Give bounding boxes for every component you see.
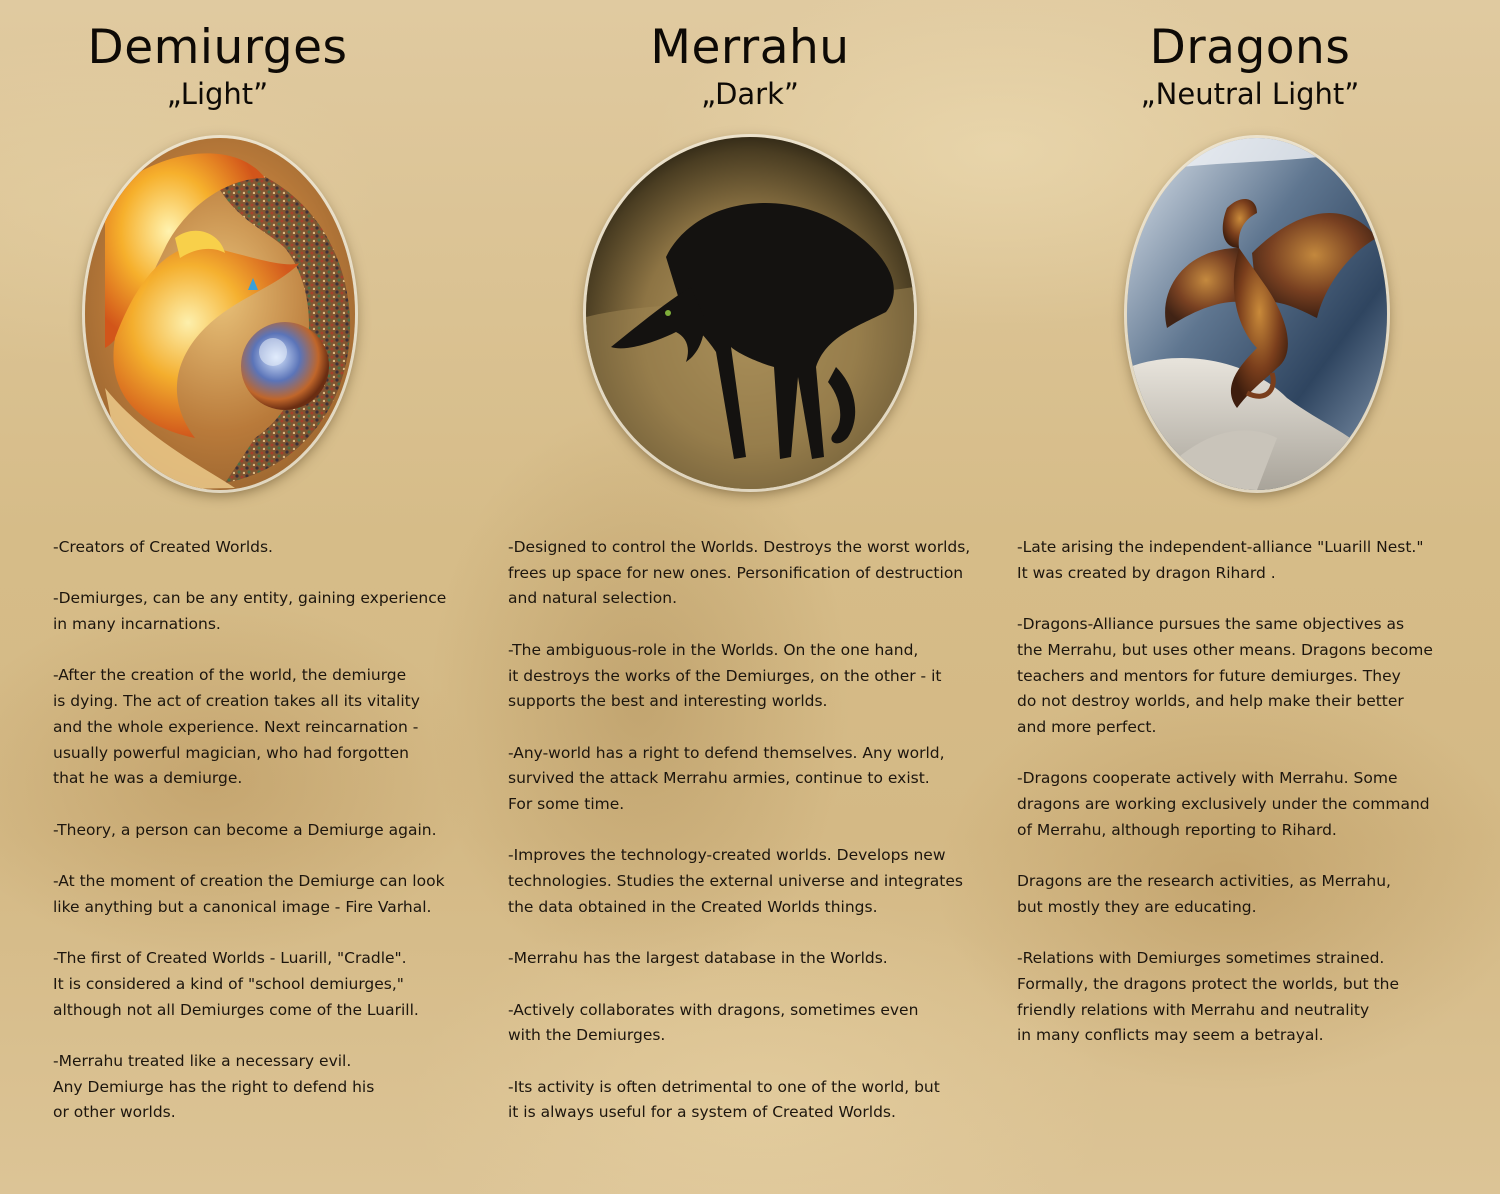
paragraph — [53, 535, 483, 561]
paragraph — [508, 1075, 998, 1126]
text-line: -Relations with Demiurges sometimes strained. — [1017, 949, 1385, 968]
text-line: and more perfect. — [1017, 717, 1157, 736]
text-line: -Actively collaborates with dragons, sometimes even — [508, 1000, 919, 1019]
text-line: For some time. — [508, 795, 625, 813]
text-line: that he was a demiurge. — [53, 769, 243, 788]
dragon-illustration — [1127, 138, 1387, 490]
merrahu-description — [508, 535, 998, 1152]
text-line: friendly relations with Merrahu and neutrality — [1017, 1000, 1370, 1019]
dragons-title: Dragons — [1149, 20, 1351, 75]
text-line: and natural selection. — [508, 589, 678, 608]
text-line: like anything but a canonical image - Fire Varhal. — [53, 897, 432, 916]
text-line: frees up space for new ones. Personification of destruction — [508, 563, 964, 582]
text-line: -Any-world has a right to defend themselves. Any world, — [508, 743, 945, 762]
text-line: and the whole experience. Next reincarnation - — [53, 717, 419, 736]
demiurges-subtitle: „Light” — [166, 77, 269, 111]
text-line: in many conflicts may seem a betrayal. — [1017, 1026, 1324, 1045]
text-line: but mostly they are educating. — [1017, 897, 1257, 916]
text-line: -Merrahu treated like a necessary evil. — [53, 1051, 352, 1070]
text-line: the data obtained in the Created Worlds things. — [508, 897, 878, 916]
demiurges-title: Demiurges — [87, 20, 348, 75]
text-line: -Theory, a person can become a Demiurge again. — [53, 820, 437, 839]
text-line: usually powerful magician, who had forgotten — [53, 743, 409, 762]
text-line: It was created by dragon Rihard . — [1017, 563, 1276, 582]
text-line: is dying. The act of creation takes all its vitality — [53, 692, 420, 711]
text-line: -Designed to control the Worlds. Destroys the worst worlds, — [508, 538, 971, 556]
paragraph — [53, 663, 483, 792]
text-line: do not destroy worlds, and help make their better — [1017, 692, 1404, 711]
text-line: it destroys the works of the Demiurges, on the other - it — [508, 666, 942, 685]
merrahu-title: Merrahu — [650, 20, 850, 75]
paragraph — [53, 818, 483, 844]
dragons-subtitle: „Neutral Light” — [1140, 77, 1360, 111]
text-line: technologies. Studies the external universe and integrates — [508, 872, 963, 891]
paragraph — [53, 869, 483, 920]
text-line: -Dragons cooperate actively with Merrahu. Some — [1017, 769, 1398, 788]
text-line: Formally, the dragons protect the worlds, but the — [1017, 974, 1399, 993]
text-line: although not all Demiurges come of the Luarill. — [53, 1000, 419, 1019]
phoenix-illustration — [85, 138, 355, 490]
paragraph — [1017, 946, 1497, 1049]
text-line: -Dragons-Alliance pursues the same objectives as — [1017, 615, 1405, 634]
paragraph — [508, 843, 998, 920]
text-line: It is considered a kind of "school demiurges," — [53, 974, 404, 993]
text-line: -Late arising the independent-alliance "Luarill Nest." — [1017, 538, 1424, 556]
text-line: -At the moment of creation the Demiurge can look — [53, 872, 445, 891]
text-line: -The ambiguous-role in the Worlds. On the one hand, — [508, 640, 919, 659]
merrahu-subtitle: „Dark” — [701, 77, 799, 111]
text-line: -Improves the technology-created worlds. Develops new — [508, 846, 946, 865]
paragraph — [53, 1049, 483, 1126]
text-line: Dragons are the research activities, as Merrahu, — [1017, 872, 1391, 891]
text-line: teachers and mentors for future demiurges. They — [1017, 666, 1401, 685]
paragraph — [1017, 535, 1497, 586]
text-line: it is always useful for a system of Created Worlds. — [508, 1103, 896, 1122]
text-line: Any Demiurge has the right to defend his — [53, 1077, 375, 1096]
paragraph — [508, 638, 998, 715]
text-line: or other worlds. — [53, 1103, 176, 1122]
paragraph — [1017, 766, 1497, 843]
text-line: of Merrahu, although reporting to Rihard. — [1017, 820, 1337, 839]
dragons-description — [1017, 535, 1497, 1075]
text-line: with the Demiurges. — [508, 1026, 666, 1045]
text-line: -Merrahu has the largest database in the Worlds. — [508, 949, 888, 968]
paragraph — [53, 586, 483, 637]
text-line: -After the creation of the world, the demiurge — [53, 666, 407, 685]
paragraph — [508, 946, 998, 972]
text-line: -The first of Created Worlds - Luarill, "Cradle". — [53, 949, 407, 968]
text-line: in many incarnations. — [53, 615, 221, 634]
text-line: dragons are working exclusively under the command — [1017, 795, 1430, 813]
paragraph — [508, 535, 998, 612]
paragraph — [53, 946, 483, 1023]
paragraph — [1017, 612, 1497, 741]
text-line: the Merrahu, but uses other means. Dragons become — [1017, 640, 1433, 659]
paragraph — [1017, 869, 1497, 920]
text-line: -Its activity is often detrimental to one of the world, but — [508, 1077, 940, 1096]
text-line: -Creators of Created Worlds. — [53, 538, 273, 556]
text-line: -Demiurges, can be any entity, gaining experience — [53, 589, 447, 608]
text-line: supports the best and interesting worlds. — [508, 692, 828, 711]
demiurges-description — [53, 535, 483, 1152]
beast-illustration — [586, 137, 914, 489]
paragraph — [508, 998, 998, 1049]
paragraph — [508, 741, 998, 818]
text-line: survived the attack Merrahu armies, continue to exist. — [508, 769, 930, 788]
